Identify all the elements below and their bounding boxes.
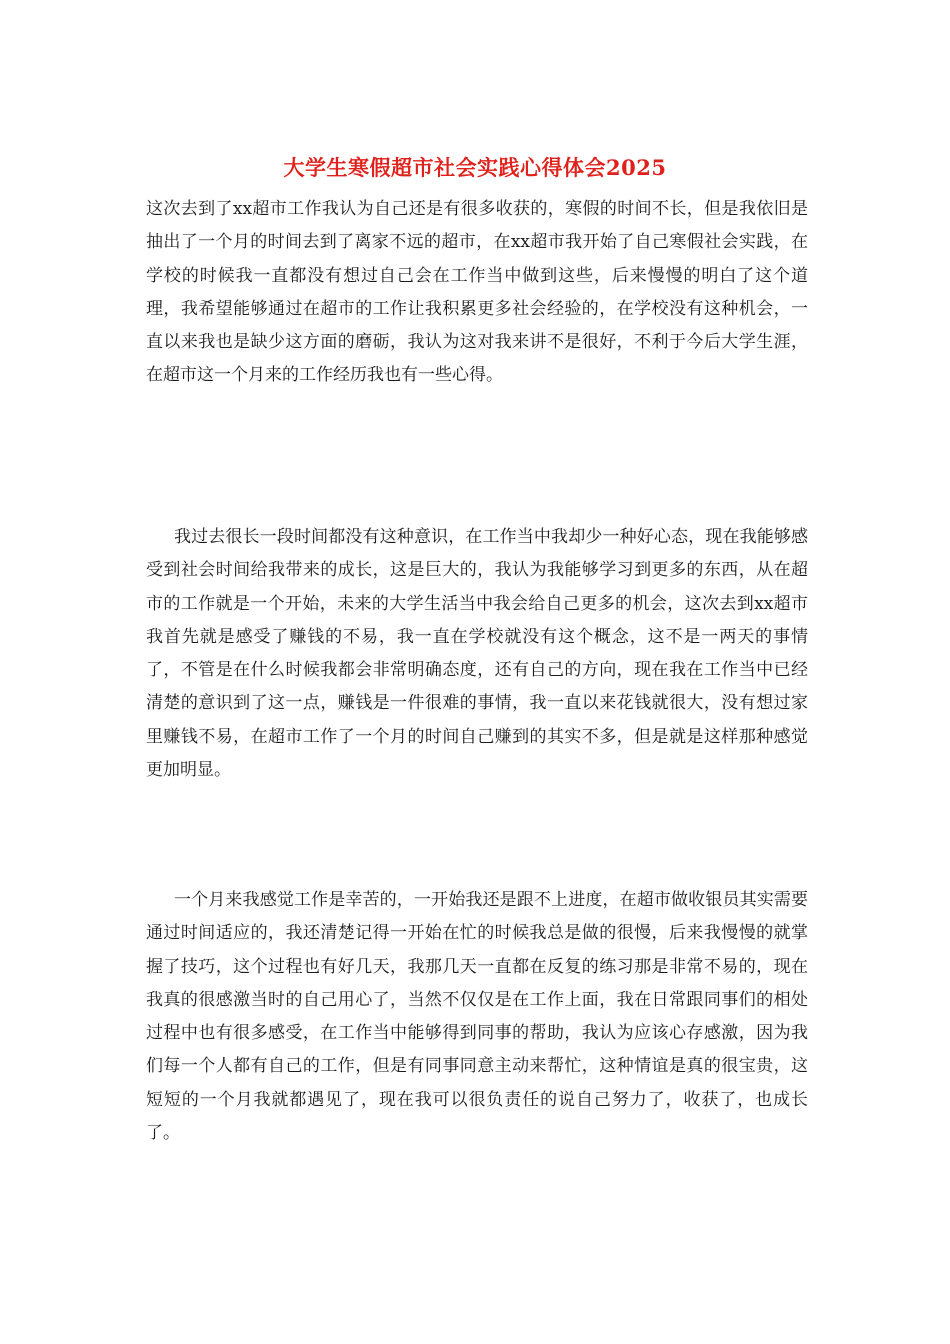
document-title: 大学生寒假超市社会实践心得体会2025 <box>283 155 667 180</box>
paragraph-1: 这次去到了xx超市工作我认为自己还是有很多收获的，寒假的时间不长，但是我依旧是抽出了一个月的时间去到了离家不远的超市，在xx超市我开始了自己寒假社会实践，在学校的时候我一直都没有想过自己会在工作当中做到这些，后来慢慢的明白了这个道理，我希望能够通过在超市的工作让我积累更多社会经验的，在学校没有这种机会，一直以来我也是缺少这方面的磨砺，我认为这对我来讲不是很好，不利于今后大学生涯，在超市这一个月来的工作经历我也有一些心得。 <box>146 199 808 386</box>
paragraph-2: 我过去很长一段时间都没有这种意识，在工作当中我却少一种好心态，现在我能够感受到社会时间给我带来的成长，这是巨大的，我认为我能够学习到更多的东西，从在超市的工作就是一个开始，未来的大学生活当中我会给自己更多的机会，这次去到xx超市我首先就是感受了赚钱的不易，我一直在学校就没有这个概念，这不是一两天的事情了，不管是在什么时候我都会非常明确态度，还有自己的方向，现在我在工作当中已经清楚的意识到了这一点，赚钱是一件很难的事情，我一直以来花钱就很大，没有想过家里赚钱不易，在超市工作了一个月的时间自己赚到的其实不多，但是就是这样那种感觉更加明显。 <box>146 527 808 781</box>
paragraph-3: 一个月来我感觉工作是幸苦的，一开始我还是跟不上进度，在超市做收银员其实需要通过时间适应的，我还清楚记得一开始在忙的时候我总是做的很慢，后来我慢慢的就掌握了技巧，这个过程也有好几天，我那几天一直都在反复的练习那是非常不易的，现在我真的很感激当时的自己用心了，当然不仅仅是在工作上面，我在日常跟同事们的相处过程中也有很多感受，在工作当中能够得到同事的帮助，我认为应该心存感激，因为我们每一个人都有自己的工作，但是有同事同意主动来帮忙，这种情谊是真的很宝贵，这短短的一个月我就都遇见了，现在我可以很负责任的说自己努力了，收获了，也成长了。 <box>146 890 808 1144</box>
